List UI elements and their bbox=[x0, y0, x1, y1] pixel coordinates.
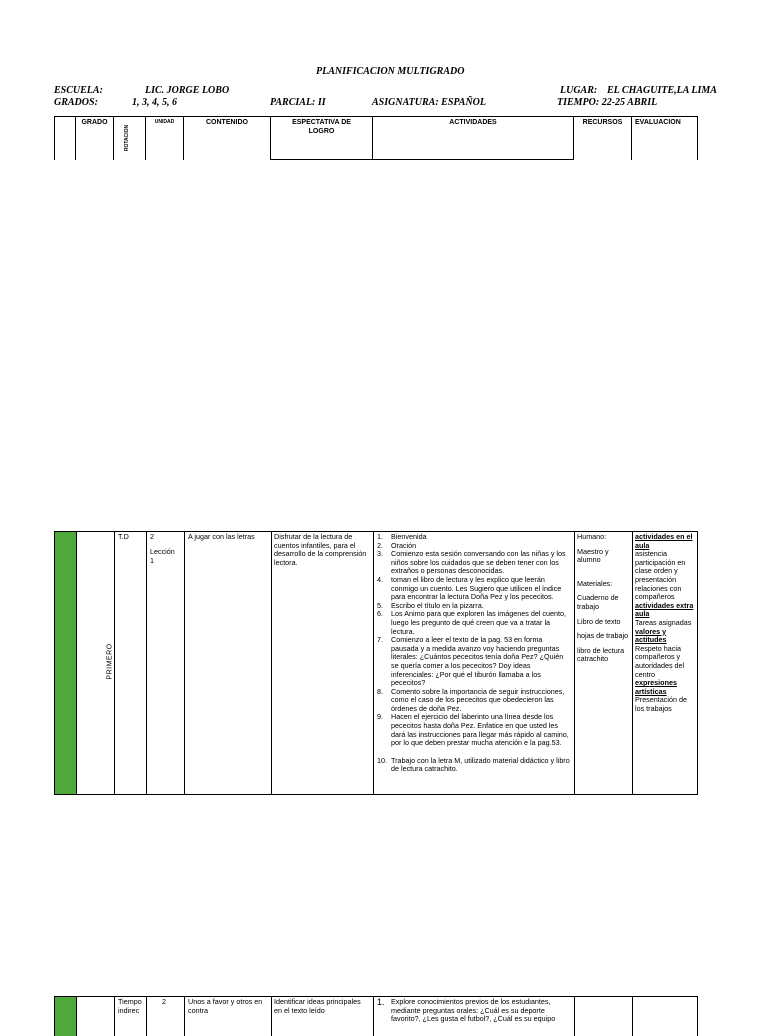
list-item: 1. Bienvenida bbox=[377, 532, 427, 541]
header-cell-actividades: ACTIVIDADES bbox=[372, 116, 573, 160]
header-cell-recursos: RECURSOS bbox=[573, 116, 631, 160]
escuela-value: LIC. JORGE LOBO bbox=[145, 85, 230, 96]
escuela-label: ESCUELA: bbox=[54, 85, 103, 96]
lugar-label: LUGAR: bbox=[560, 85, 598, 96]
unidad-value: 2 bbox=[150, 532, 154, 541]
unidad-value: 2 bbox=[162, 997, 166, 1006]
actividades-list bbox=[377, 998, 571, 1024]
list-item: 6. Los Animo para que exploren las imágenes del cuento, luego les pregunto de qué creen que va a tratar la lectura. bbox=[377, 609, 567, 636]
table-row-primero bbox=[54, 531, 698, 795]
list-item: 5. Escribo el título en la pizarra. bbox=[377, 600, 484, 610]
asignatura-label: ASIGNATURA: ESPAÑOL bbox=[372, 97, 487, 108]
page-title: PLANIFICACION MULTIGRADO bbox=[316, 66, 465, 77]
espectativa-value: Identificar ideas principales en el texto leído bbox=[274, 997, 361, 1015]
lugar-value: EL CHAGUITE,LA LIMA bbox=[607, 85, 717, 96]
rotacion-value: T.D bbox=[118, 532, 129, 541]
table-row-second bbox=[54, 996, 698, 1036]
espectativa-value: Disfrutar de la lectura de cuentos infantiles, para el desarrollo de la comprensión lectora. bbox=[274, 532, 367, 567]
list-item: 7. Comienzo a leer el texto de la pag. 53 en forma pausada y a medida avanzo voy haciendo preguntas literales: ¿Cuántos pececitos tenía doña Pez? ¿Quién se quería comer a los pececitos? Doy ideas inferenciales: ¿Por qué el tiburón llamaba a los pececitos? bbox=[377, 635, 564, 688]
list-item: 8. Comento sobre la importancia de seguir instrucciones, como el caso de los pececitos que obedecieron las órdenes de doña Pez. bbox=[377, 686, 565, 713]
header-cell-espectativa: ESPECTATIVA DE LOGRO bbox=[270, 116, 372, 160]
row-color-marker bbox=[55, 532, 76, 794]
actividades-list bbox=[377, 533, 571, 774]
row-color-marker bbox=[55, 997, 76, 1036]
rotacion-header-label: ROTACION bbox=[124, 124, 131, 152]
grados-label: GRADOS: bbox=[54, 97, 98, 108]
list-item: 4. toman el libro de lectura y les explico que leerán conmigo un cuento. Les Sugiero que utilicen el índice para encontrar la lectura Doña Pez y los pececitos. bbox=[377, 574, 562, 602]
grados-value: 1, 3, 4, 5, 6 bbox=[132, 97, 177, 108]
list-item: 10. Trabajo con la letra M, utilizado material didáctico y libro de lectura catrachito. bbox=[377, 755, 570, 774]
rotacion-value: Tiempo indirec bbox=[118, 997, 142, 1015]
header-cell-grado: GRADO bbox=[75, 116, 113, 160]
list-item: 9. Hacen el ejercicio del laberinto una línea desde los pececitos hasta doña Pez. Enfatice en que usted les dará las instrucciones para llegar más rápido al camino, por lo que deben prestar mucha atención e la pag.53. bbox=[377, 712, 569, 748]
header-cell-contenido: CONTENIDO bbox=[183, 116, 270, 160]
recursos-cell: Humano: Maestro y alumno Materiales: Cuaderno de trabajo Libro de texto hojas de trabajo libro de lectura catrachito bbox=[577, 532, 629, 664]
header-cell-blank bbox=[54, 116, 75, 160]
leccion-value: Lección 1 bbox=[150, 547, 175, 565]
column-header-table bbox=[54, 116, 698, 160]
header-cell-evaluacion: EVALUACION bbox=[631, 116, 698, 160]
contenido-value: Unos a favor y otros en contra bbox=[188, 997, 263, 1015]
list-item: 2. Oración bbox=[377, 540, 417, 550]
list-item: 1. Explore conocimientos previos de los estudiantes, mediante preguntas orales: ¿Cuál es su deporte favorito?, ¿Les gusta el futbol?, ¿Cuál es su equipo bbox=[377, 997, 556, 1024]
tiempo-label: TIEMPO: 22-25 ABRIL bbox=[557, 97, 658, 108]
parcial-label: PARCIAL: II bbox=[270, 97, 326, 108]
evaluacion-cell: actividades en el aula asistencia participación en clase orden y presentación relaciones con compañeros actividades extra aula Tareas asignadas valores y actitudes Respeto hacia compañeros y autoridades del centro expresiones artísticas Presentación de los trabajos bbox=[635, 532, 694, 713]
grade-label: PRIMERO bbox=[106, 643, 114, 680]
list-item: 3. Comienzo esta sesión conversando con las niñas y los niños sobre los cuidados que se deben tener con los extraños o personas desconocidas. bbox=[377, 549, 566, 576]
contenido-value: A jugar con las letras bbox=[188, 532, 255, 541]
header-cell-unidad: UNIDAD bbox=[145, 116, 183, 160]
